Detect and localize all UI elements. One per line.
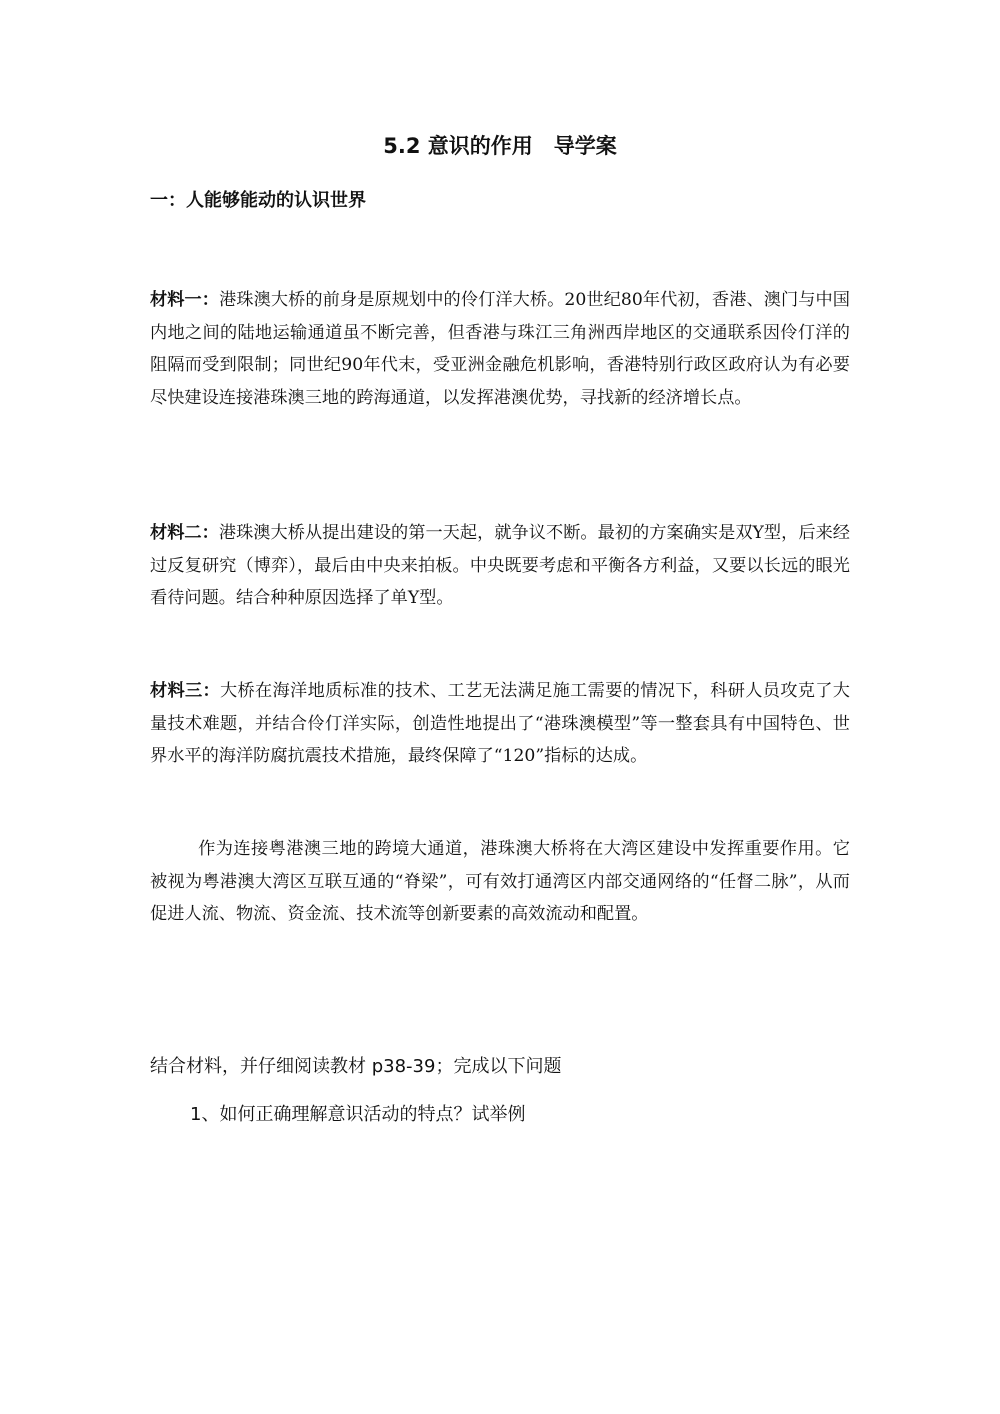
material-three-label: 材料三：	[150, 681, 221, 701]
instruction-text: 结合材料，并仔细阅读教材 p38-39；完成以下问题	[150, 1056, 562, 1077]
material-one	[150, 284, 850, 414]
material-three-continuation: 作为连接粤港澳三地的跨境大通道，港珠澳大桥将在大湾区建设中发挥重要作用。它被视为粤港澳大湾区互联互通的“脊梁”，可有效打通湾区内部交通网络的“任督二脉”，从而促进人流、物流、资金流、技术流等创新要素的高效流动和配置。	[150, 839, 850, 924]
material-two-label: 材料二：	[150, 523, 219, 543]
page-title: 5.2 意识的作用 导学案	[383, 134, 617, 158]
question-1: 1、如何正确理解意识活动的特点？试举例	[190, 1104, 526, 1125]
material-one-text: 港珠澳大桥的前身是原规划中的伶仃洋大桥。20世纪80年代初，香港、澳门与中国内地之间的陆地运输通道虽不断完善，但香港与珠江三角洲西岸地区的交通联系因伶仃洋的阻隔而受到限制；同世纪90年代末，受亚洲金融危机影响，香港特别行政区政府认为有必要尽快建设连接港珠澳三地的跨海通道，以发挥港澳优势，寻找新的经济增长点。	[150, 290, 850, 408]
material-two-text: 港珠澳大桥从提出建设的第一天起，就争议不断。最初的方案确实是双Y型，后来经过反复研究（博弈），最后由中央来拍板。中央既要考虑和平衡各方利益，又要以长远的眼光看待问题。结合种种原因选择了单Y型。	[150, 523, 850, 608]
section-heading: 一：人能够能动的认识世界	[150, 190, 366, 211]
material-three	[150, 675, 850, 773]
material-two	[150, 517, 850, 615]
material-one-label: 材料一：	[150, 290, 220, 310]
material-three-text: 大桥在海洋地质标准的技术、工艺无法满足施工需要的情况下，科研人员攻克了大量技术难题，并结合伶仃洋实际，创造性地提出了“港珠澳模型”等一整套具有中国特色、世界水平的海洋防腐抗震技术措施，最终保障了“120”指标的达成。	[150, 681, 850, 766]
